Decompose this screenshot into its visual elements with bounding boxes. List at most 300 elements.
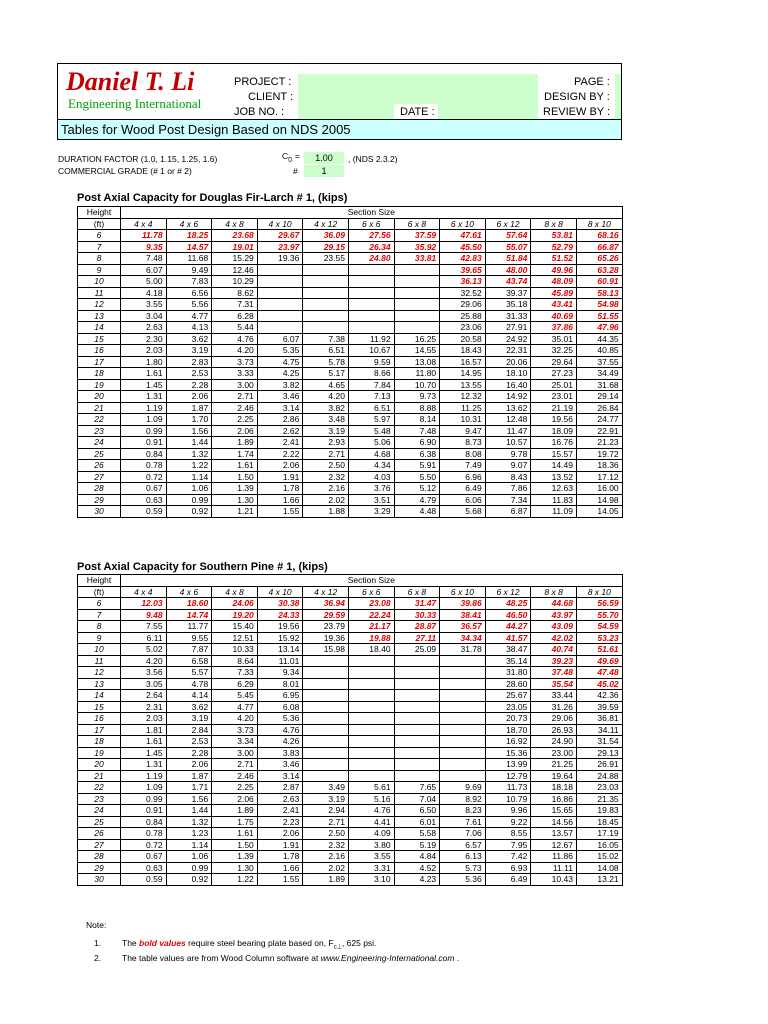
- capacity-cell: [440, 724, 486, 736]
- capacity-cell: [348, 276, 394, 288]
- capacity-cell: 8.01: [257, 678, 303, 690]
- row-height: 30: [78, 506, 121, 518]
- capacity-cell: 4.77: [166, 310, 212, 322]
- column-header: 4 x 8: [212, 218, 258, 230]
- table2-title: Post Axial Capacity for Southern Pine # 1, (kips): [77, 561, 328, 573]
- douglas-fir-table: [77, 206, 623, 518]
- capacity-cell: 2.22: [257, 448, 303, 460]
- capacity-cell: 4.26: [257, 736, 303, 748]
- capacity-cell: 6.38: [394, 448, 440, 460]
- capacity-cell: 17.12: [576, 471, 622, 483]
- capacity-cell: 10.31: [440, 414, 486, 426]
- capacity-cell: [440, 690, 486, 702]
- capacity-cell: 6.11: [121, 632, 167, 644]
- capacity-cell: 28.87: [394, 621, 440, 633]
- row-height: 17: [78, 356, 121, 368]
- capacity-cell: 35.01: [531, 333, 577, 345]
- table-row: [78, 506, 623, 518]
- capacity-cell: 6.58: [166, 655, 212, 667]
- capacity-cell: 12.63: [531, 483, 577, 495]
- row-height: 11: [78, 655, 121, 667]
- capacity-cell: 2.06: [166, 391, 212, 403]
- capacity-cell: 14.92: [485, 391, 531, 403]
- capacity-cell: 3.29: [348, 506, 394, 518]
- row-height: 14: [78, 690, 121, 702]
- capacity-cell: [303, 724, 349, 736]
- capacity-cell: 14.05: [576, 506, 622, 518]
- page-label: PAGE :: [574, 76, 610, 88]
- capacity-cell: 2.62: [257, 425, 303, 437]
- capacity-cell: 8.62: [212, 287, 258, 299]
- table-row: [78, 782, 623, 794]
- capacity-cell: 35.92: [394, 241, 440, 253]
- column-header: 6 x 10: [440, 586, 486, 598]
- capacity-cell: [348, 724, 394, 736]
- capacity-cell: 13.08: [394, 356, 440, 368]
- capacity-cell: 45.02: [576, 678, 622, 690]
- capacity-cell: 39.86: [440, 598, 486, 610]
- capacity-cell: 8.14: [394, 414, 440, 426]
- capacity-cell: 7.48: [121, 253, 167, 265]
- table-row: [78, 356, 623, 368]
- capacity-cell: 7.86: [485, 483, 531, 495]
- capacity-cell: 60.91: [576, 276, 622, 288]
- column-header: 6 x 8: [394, 586, 440, 598]
- capacity-cell: 5.97: [348, 414, 394, 426]
- capacity-cell: 11.47: [485, 425, 531, 437]
- capacity-cell: 12.51: [212, 632, 258, 644]
- cd-equals: =: [292, 151, 300, 161]
- capacity-cell: [303, 264, 349, 276]
- capacity-cell: 1.09: [121, 414, 167, 426]
- capacity-cell: 16.00: [576, 483, 622, 495]
- capacity-cell: 5.61: [348, 782, 394, 794]
- capacity-cell: 2.32: [303, 839, 349, 851]
- capacity-cell: 7.42: [485, 851, 531, 863]
- capacity-cell: 43.41: [531, 299, 577, 311]
- capacity-cell: 9.69: [440, 782, 486, 794]
- capacity-cell: 7.55: [121, 621, 167, 633]
- capacity-cell: 1.80: [121, 356, 167, 368]
- row-height: 20: [78, 391, 121, 403]
- column-header: 8 x 8: [531, 218, 577, 230]
- capacity-cell: [394, 276, 440, 288]
- capacity-cell: 11.73: [485, 782, 531, 794]
- client-label: CLIENT :: [248, 91, 294, 103]
- capacity-cell: 31.78: [440, 644, 486, 656]
- capacity-cell: 1.89: [212, 805, 258, 817]
- capacity-cell: 1.32: [166, 448, 212, 460]
- capacity-cell: 6.07: [121, 264, 167, 276]
- capacity-cell: 29.64: [531, 356, 577, 368]
- table-row: [78, 828, 623, 840]
- capacity-cell: 54.98: [576, 299, 622, 311]
- capacity-cell: 24.88: [576, 770, 622, 782]
- capacity-cell: 1.45: [121, 379, 167, 391]
- column-header: 4 x 6: [166, 218, 212, 230]
- capacity-cell: 24.33: [257, 609, 303, 621]
- capacity-cell: 36.94: [303, 598, 349, 610]
- table-row: [78, 264, 623, 276]
- capacity-cell: 5.16: [348, 793, 394, 805]
- row-height: 6: [78, 598, 121, 610]
- capacity-cell: 37.59: [394, 230, 440, 242]
- row-height: 12: [78, 667, 121, 679]
- capacity-cell: [394, 713, 440, 725]
- capacity-cell: 15.92: [257, 632, 303, 644]
- capacity-cell: 2.63: [121, 322, 167, 334]
- capacity-cell: 52.79: [531, 241, 577, 253]
- capacity-cell: 7.83: [166, 276, 212, 288]
- capacity-cell: [440, 667, 486, 679]
- capacity-cell: 3.56: [121, 667, 167, 679]
- capacity-cell: 0.78: [121, 460, 167, 472]
- capacity-cell: 1.87: [166, 770, 212, 782]
- ft-header: (ft): [78, 586, 121, 598]
- page-title: Tables for Wood Post Design Based on NDS 2005: [57, 119, 622, 140]
- capacity-cell: 1.56: [166, 793, 212, 805]
- capacity-cell: [394, 736, 440, 748]
- capacity-cell: 65.26: [576, 253, 622, 265]
- capacity-cell: 4.77: [212, 701, 258, 713]
- capacity-cell: 1.32: [166, 816, 212, 828]
- capacity-cell: 9.22: [485, 816, 531, 828]
- capacity-cell: 2.23: [257, 816, 303, 828]
- capacity-cell: 9.55: [166, 632, 212, 644]
- capacity-cell: 31.33: [485, 310, 531, 322]
- capacity-cell: 19.01: [212, 241, 258, 253]
- capacity-cell: 12.67: [531, 839, 577, 851]
- capacity-cell: 18.45: [576, 816, 622, 828]
- capacity-cell: 2.50: [303, 828, 349, 840]
- capacity-cell: 1.91: [257, 839, 303, 851]
- capacity-cell: 13.99: [485, 759, 531, 771]
- table-row: [78, 713, 623, 725]
- column-header: 6 x 8: [394, 218, 440, 230]
- capacity-cell: 24.80: [348, 253, 394, 265]
- capacity-cell: 10.67: [348, 345, 394, 357]
- table-row: [78, 805, 623, 817]
- capacity-cell: 0.92: [166, 874, 212, 886]
- table-row: [78, 724, 623, 736]
- capacity-cell: 0.78: [121, 828, 167, 840]
- cd-letter: C: [282, 151, 289, 161]
- section-size-header: Section Size: [121, 575, 623, 587]
- note1-pre: The: [122, 938, 140, 948]
- capacity-cell: 66.87: [576, 241, 622, 253]
- capacity-cell: 2.63: [257, 793, 303, 805]
- capacity-cell: 14.98: [576, 494, 622, 506]
- capacity-cell: 1.61: [212, 828, 258, 840]
- project-client-field[interactable]: [298, 74, 538, 104]
- capacity-cell: 2.02: [303, 862, 349, 874]
- capacity-cell: 38.47: [485, 644, 531, 656]
- table-row: [78, 414, 623, 426]
- capacity-cell: 23.97: [257, 241, 303, 253]
- note2-post: .: [454, 953, 460, 963]
- capacity-cell: 2.71: [212, 759, 258, 771]
- row-height: 23: [78, 793, 121, 805]
- note1-post: , 625 psi.: [341, 938, 377, 948]
- table-row: [78, 862, 623, 874]
- capacity-cell: 1.61: [121, 736, 167, 748]
- review-by-label: REVIEW BY :: [543, 106, 611, 118]
- capacity-cell: 4.68: [348, 448, 394, 460]
- table-row: [78, 667, 623, 679]
- capacity-cell: 5.58: [394, 828, 440, 840]
- row-height: 6: [78, 230, 121, 242]
- capacity-cell: 37.86: [531, 322, 577, 334]
- capacity-cell: 44.68: [531, 598, 577, 610]
- table-row: [78, 241, 623, 253]
- capacity-cell: 1.55: [257, 874, 303, 886]
- capacity-cell: 49.96: [531, 264, 577, 276]
- capacity-cell: 11.92: [348, 333, 394, 345]
- table-row: [78, 816, 623, 828]
- capacity-cell: 3.34: [212, 736, 258, 748]
- capacity-cell: 2.86: [257, 414, 303, 426]
- capacity-cell: 14.55: [394, 345, 440, 357]
- capacity-cell: 3.00: [212, 747, 258, 759]
- table-row: [78, 276, 623, 288]
- column-header: 4 x 4: [121, 218, 167, 230]
- row-height: 24: [78, 805, 121, 817]
- capacity-cell: 5.56: [166, 299, 212, 311]
- capacity-cell: 16.40: [485, 379, 531, 391]
- page-review-field[interactable]: [615, 74, 621, 119]
- row-height: 17: [78, 724, 121, 736]
- capacity-cell: 3.62: [166, 701, 212, 713]
- capacity-cell: 26.91: [576, 759, 622, 771]
- capacity-cell: 7.34: [485, 494, 531, 506]
- capacity-cell: 21.35: [576, 793, 622, 805]
- note1-mid: require steel bearing plate based on, F: [185, 938, 334, 948]
- row-height: 14: [78, 322, 121, 334]
- capacity-cell: 12.32: [440, 391, 486, 403]
- capacity-cell: 15.98: [303, 644, 349, 656]
- date-label: DATE :: [400, 106, 435, 118]
- capacity-cell: 19.36: [257, 253, 303, 265]
- column-header: 6 x 6: [348, 586, 394, 598]
- capacity-cell: 47.96: [576, 322, 622, 334]
- table-row: [78, 793, 623, 805]
- capacity-cell: 31.68: [576, 379, 622, 391]
- capacity-cell: 29.06: [440, 299, 486, 311]
- capacity-cell: [348, 759, 394, 771]
- row-height: 16: [78, 345, 121, 357]
- height-header: Height: [78, 575, 121, 587]
- capacity-cell: 3.80: [348, 839, 394, 851]
- capacity-cell: 8.43: [485, 471, 531, 483]
- capacity-cell: [348, 690, 394, 702]
- capacity-cell: 1.78: [257, 851, 303, 863]
- date-field[interactable]: [438, 104, 538, 119]
- capacity-cell: 6.13: [440, 851, 486, 863]
- row-height: 25: [78, 816, 121, 828]
- capacity-cell: 29.59: [303, 609, 349, 621]
- table-row: [78, 379, 623, 391]
- capacity-cell: 23.68: [212, 230, 258, 242]
- capacity-cell: 15.57: [531, 448, 577, 460]
- capacity-cell: 6.29: [212, 678, 258, 690]
- capacity-cell: 4.84: [394, 851, 440, 863]
- cd-symbol: [282, 151, 300, 164]
- capacity-cell: 4.75: [257, 356, 303, 368]
- column-header: 4 x 10: [257, 586, 303, 598]
- capacity-cell: 21.23: [576, 437, 622, 449]
- capacity-cell: 33.81: [394, 253, 440, 265]
- row-height: 15: [78, 333, 121, 345]
- southern-pine-table: [77, 574, 623, 886]
- nds-reference: , (NDS 2.3.2): [348, 154, 398, 164]
- capacity-cell: 51.55: [576, 310, 622, 322]
- row-height: 25: [78, 448, 121, 460]
- capacity-cell: 9.47: [440, 425, 486, 437]
- capacity-cell: [394, 264, 440, 276]
- capacity-cell: 7.04: [394, 793, 440, 805]
- table-row: [78, 425, 623, 437]
- capacity-cell: 1.55: [257, 506, 303, 518]
- capacity-cell: 3.19: [303, 793, 349, 805]
- column-header: 4 x 10: [257, 218, 303, 230]
- capacity-cell: 2.28: [166, 747, 212, 759]
- capacity-cell: 4.14: [166, 690, 212, 702]
- capacity-cell: 5.44: [212, 322, 258, 334]
- capacity-cell: 1.61: [212, 460, 258, 472]
- section-size-header: Section Size: [121, 207, 623, 219]
- capacity-cell: 44.35: [576, 333, 622, 345]
- capacity-cell: [440, 770, 486, 782]
- capacity-cell: 3.14: [257, 402, 303, 414]
- row-height: 9: [78, 632, 121, 644]
- capacity-cell: 16.92: [485, 736, 531, 748]
- capacity-cell: 9.78: [485, 448, 531, 460]
- capacity-cell: 0.92: [166, 506, 212, 518]
- capacity-cell: 22.91: [576, 425, 622, 437]
- capacity-cell: 36.13: [440, 276, 486, 288]
- capacity-cell: 1.39: [212, 851, 258, 863]
- capacity-cell: 3.00: [212, 379, 258, 391]
- grade-input[interactable]: 1: [304, 165, 344, 177]
- capacity-cell: [394, 678, 440, 690]
- capacity-cell: 1.50: [212, 839, 258, 851]
- row-height: 19: [78, 379, 121, 391]
- capacity-cell: 34.34: [440, 632, 486, 644]
- capacity-cell: 1.45: [121, 747, 167, 759]
- table-row: [78, 678, 623, 690]
- commercial-grade-label: COMMERCIAL GRADE (# 1 or # 2): [58, 166, 192, 176]
- capacity-cell: 1.39: [212, 483, 258, 495]
- capacity-cell: 6.07: [257, 333, 303, 345]
- row-height: 27: [78, 839, 121, 851]
- capacity-cell: [303, 276, 349, 288]
- row-height: 28: [78, 483, 121, 495]
- capacity-cell: 1.66: [257, 494, 303, 506]
- capacity-cell: [257, 299, 303, 311]
- capacity-cell: 41.57: [485, 632, 531, 644]
- table-row: [78, 483, 623, 495]
- capacity-cell: 3.82: [303, 402, 349, 414]
- capacity-cell: 0.67: [121, 851, 167, 863]
- capacity-cell: 1.56: [166, 425, 212, 437]
- capacity-cell: 11.77: [166, 621, 212, 633]
- capacity-cell: 43.74: [485, 276, 531, 288]
- capacity-cell: 3.31: [348, 862, 394, 874]
- capacity-cell: 7.13: [348, 391, 394, 403]
- capacity-cell: 0.99: [121, 793, 167, 805]
- capacity-cell: 16.05: [576, 839, 622, 851]
- capacity-cell: 1.22: [212, 874, 258, 886]
- capacity-cell: 1.88: [303, 506, 349, 518]
- capacity-cell: 6.50: [394, 805, 440, 817]
- capacity-cell: 5.12: [394, 483, 440, 495]
- capacity-cell: 3.82: [257, 379, 303, 391]
- table-row: [78, 736, 623, 748]
- capacity-cell: 29.15: [303, 241, 349, 253]
- column-header: 6 x 6: [348, 218, 394, 230]
- row-height: 8: [78, 621, 121, 633]
- capacity-cell: 2.16: [303, 483, 349, 495]
- capacity-cell: 5.73: [440, 862, 486, 874]
- project-label: PROJECT :: [234, 76, 292, 88]
- capacity-cell: 56.59: [576, 598, 622, 610]
- website-link[interactable]: www.Engineering-International.com: [320, 953, 455, 963]
- capacity-cell: 9.07: [485, 460, 531, 472]
- capacity-cell: 7.87: [166, 644, 212, 656]
- capacity-cell: 19.83: [576, 805, 622, 817]
- capacity-cell: 3.55: [121, 299, 167, 311]
- capacity-cell: 1.19: [121, 770, 167, 782]
- capacity-cell: 29.67: [257, 230, 303, 242]
- duration-factor-input[interactable]: 1.00: [304, 152, 344, 164]
- capacity-cell: 45.50: [440, 241, 486, 253]
- design-by-label: DESIGN BY :: [544, 91, 610, 103]
- capacity-cell: 1.14: [166, 471, 212, 483]
- capacity-cell: 3.33: [212, 368, 258, 380]
- capacity-cell: [303, 667, 349, 679]
- capacity-cell: 2.46: [212, 770, 258, 782]
- capacity-cell: 23.03: [576, 782, 622, 794]
- capacity-cell: 2.41: [257, 805, 303, 817]
- capacity-cell: 57.64: [485, 230, 531, 242]
- capacity-cell: [394, 690, 440, 702]
- capacity-cell: 51.52: [531, 253, 577, 265]
- capacity-cell: 19.20: [212, 609, 258, 621]
- capacity-cell: 32.25: [531, 345, 577, 357]
- row-height: 7: [78, 241, 121, 253]
- capacity-cell: 10.57: [485, 437, 531, 449]
- row-height: 11: [78, 287, 121, 299]
- capacity-cell: 12.03: [121, 598, 167, 610]
- row-height: 27: [78, 471, 121, 483]
- jobno-field[interactable]: [298, 104, 394, 119]
- table-row: [78, 391, 623, 403]
- capacity-cell: [440, 747, 486, 759]
- row-height: 29: [78, 494, 121, 506]
- capacity-cell: 15.40: [212, 621, 258, 633]
- capacity-cell: 9.34: [257, 667, 303, 679]
- capacity-cell: 16.57: [440, 356, 486, 368]
- capacity-cell: 6.56: [166, 287, 212, 299]
- capacity-cell: 12.48: [485, 414, 531, 426]
- capacity-cell: [394, 299, 440, 311]
- capacity-cell: 7.33: [212, 667, 258, 679]
- capacity-cell: 6.96: [440, 471, 486, 483]
- capacity-cell: 21.17: [348, 621, 394, 633]
- capacity-cell: 2.83: [166, 356, 212, 368]
- capacity-cell: 47.61: [440, 230, 486, 242]
- capacity-cell: 68.16: [576, 230, 622, 242]
